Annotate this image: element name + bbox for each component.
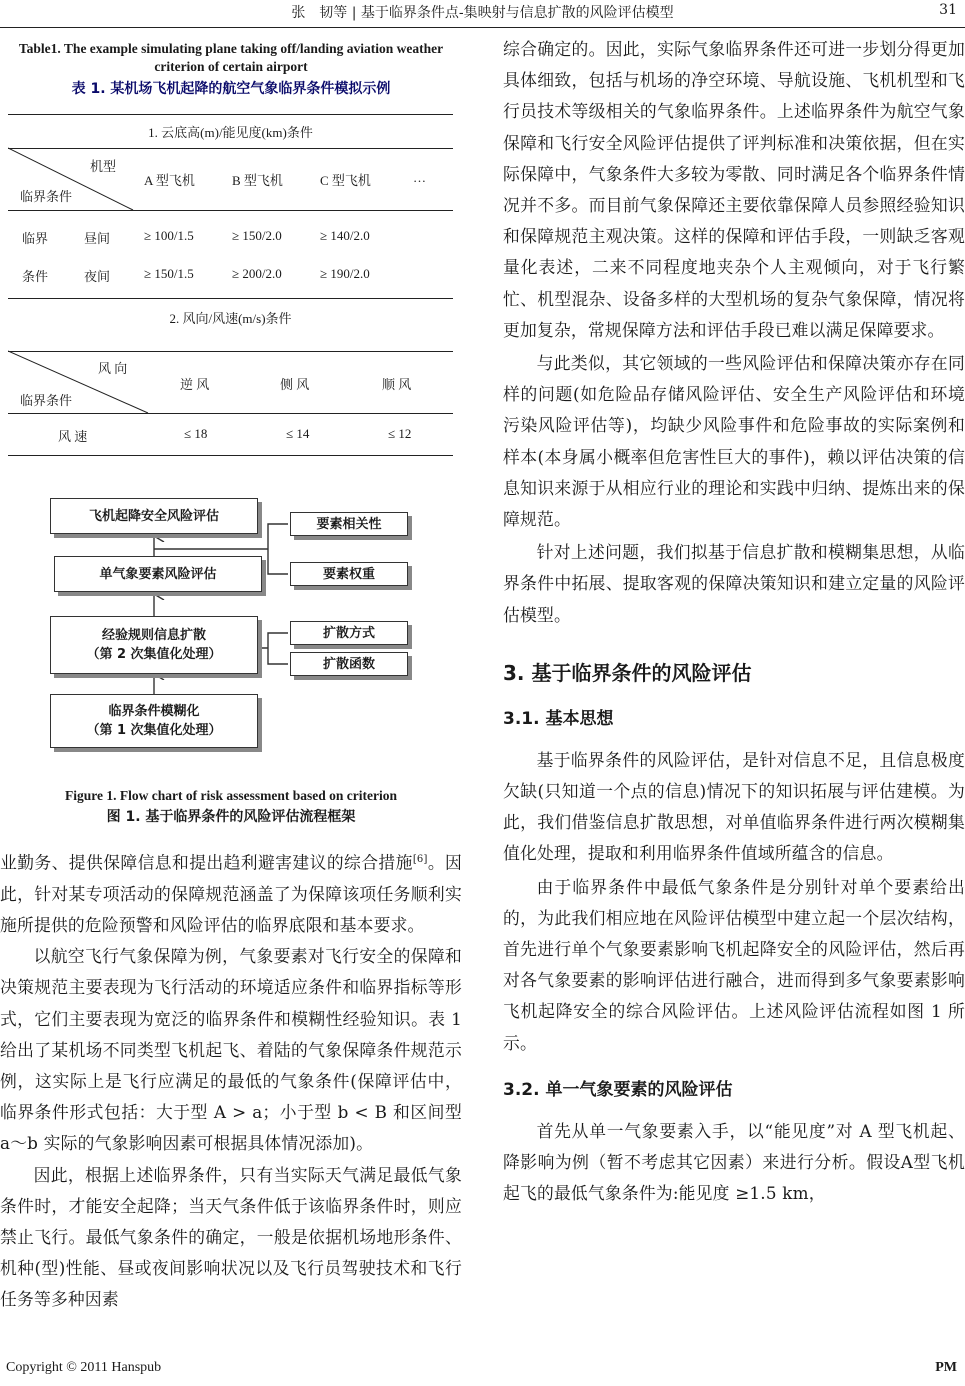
flow-box-label: 临界条件模糊化 [108, 704, 200, 719]
table-rule [8, 210, 453, 211]
table-section-1-title: 1. 云底高(m)/能见度(km)条件 [148, 125, 313, 140]
paragraph: 以航空飞行气象保障为例，气象要素对飞行安全的保障和决策规范主要表现为飞行活动的环境适应条件和临界指标等形式，它们主要表现为宽泛的临界条件和模糊性经验知识。表 1 给出了某机场不同类型飞机起飞、着陆的气象保障条件规范示例，这实际上是飞行应满足的最低的气象条件(保障评估中，临界条件形式包括：大于型 A > a；小于型 b < B 和区间型 a～b 实际的气象影响因素可根据具体情况添加)。 [0, 946, 462, 1154]
paragraph: 针对上述问题，我们拟基于信息扩散和模糊集思想，从临界条件中拓展、提取客观的保障决策知识和建立定量的风险评估模型。 [503, 542, 965, 625]
page-number: 31 [939, 2, 957, 18]
table-rule [8, 298, 453, 299]
table-diag-top: 机型 [90, 159, 117, 174]
table-diag-bottom: 临界条件 [20, 189, 73, 204]
flow-box-sublabel: （第 2 次集值化处理） [86, 647, 222, 662]
figure-caption-zh: 图 1. 基于临界条件的风险评估流程框架 [106, 809, 356, 825]
paragraph: 因此，根据上述临界条件，只有当实际天气满足最低气象条件时，才能安全起降；当天气条件低于该临界条件时，则应禁止飞行。最低气象条件的确定，一般是依据机场地形条件、机种(型)性能、昼或夜间影响状况以及飞行员驾驶技术和飞行任务等多种因素 [0, 1164, 462, 1310]
table-rule [8, 413, 453, 414]
header-rule [0, 27, 965, 28]
table-caption-en: Table1. The example simulating plane taking off/landing aviation weather criterion of certain airport [18, 41, 444, 74]
flow-box-single-element [54, 556, 262, 592]
copyright: Copyright © 2011 Hanspub [6, 1360, 162, 1375]
flow-side-label: 扩散函数 [322, 656, 375, 672]
flow-side-diffusion-mode [290, 621, 408, 645]
flow-side-label: 扩散方式 [322, 625, 375, 641]
table-cell: ≤ 12 [388, 426, 412, 441]
running-head-title: 张 韧等 | 基于临界条件点-集映射与信息扩散的风险评估模型 [291, 5, 674, 21]
table-rule [8, 455, 453, 456]
table-wind-row-label: 风 速 [58, 429, 88, 444]
flow-box-label: 单气象要素风险评估 [99, 566, 217, 582]
table-row-label-day: 昼间 [84, 231, 111, 246]
page-footer [0, 1360, 965, 1382]
left-body-text [0, 844, 462, 1316]
table-row-group-label: 临界 [22, 231, 49, 246]
table-col-a: A 型飞机 [144, 173, 195, 188]
flow-box-overall-risk [50, 498, 258, 534]
table-col-more: … [413, 170, 426, 185]
table-cell: ≥ 140/2.0 [320, 228, 370, 243]
flow-box-fuzzification [50, 694, 258, 748]
table-wind-col: 顺 风 [382, 377, 412, 392]
paragraph-text: 业勤务、提供保障信息和提出趋利避害建议的综合措施 [0, 852, 413, 873]
table-row-label-night: 夜间 [84, 269, 111, 284]
flow-box-rule-diffusion [50, 616, 258, 674]
flow-side-diffusion-function [290, 652, 408, 676]
citation-ref: [6] [412, 854, 428, 865]
table-diag2-bottom: 临界条件 [20, 393, 73, 408]
paragraph: 由于临界条件中最低气象条件是分别针对单个要素给出的，为此我们相应地在风险评估模型中建立起一个层次结构，首先进行单个气象要素影响飞机起降安全的风险评估，然后再对各气象要素的影响评估进行融合，进而得到多气象要素影响飞机起降安全的综合风险评估。上述风险评估流程如图 1 所示。 [503, 876, 965, 1053]
table-diagonal-lines [8, 108, 453, 456]
table-col-b: B 型飞机 [232, 173, 283, 188]
flow-box-label: 飞机起降安全风险评估 [88, 508, 219, 524]
table-diag2-top: 风 向 [98, 361, 128, 376]
flow-box-label: 经验规则信息扩散 [101, 628, 206, 643]
table-section-2-title: 2. 风向/风速(m/s)条件 [169, 311, 292, 326]
table-cell: ≥ 150/2.0 [232, 228, 282, 243]
flow-box-sublabel: （第 1 次集值化处理） [86, 723, 222, 738]
table-cell: ≥ 100/1.5 [144, 228, 194, 243]
table-cell: ≥ 150/1.5 [144, 266, 194, 281]
table-cell: ≤ 14 [286, 426, 310, 441]
table-caption-zh: 表 1. 某机场飞机起降的航空气象临界条件模拟示例 [71, 81, 391, 97]
paragraph-text: 。因此，针对某专项活动的保障规范涵盖了为保障该项任务顺利实施所提供的危险预警和风险评估的临界底限和基本要求。 [0, 852, 462, 935]
section-heading-3-1: 3.1. 基本思想 [503, 708, 614, 729]
journal-abbrev: PM [935, 1360, 957, 1375]
table-wind-col: 逆 风 [180, 377, 210, 392]
paragraph: 与此类似，其它领域的一些风险评估和保障决策亦存在同样的问题(如危险品存储风险评估、安全生产风险评估和环境污染风险评估等)，均缺少风险事件和危险事故的实际案例和样本(本身属小概率但危害性巨大的事件)，赖以评估决策的信息知识来源于从相应行业的理论和实践中归纳、提炼出来的保障规范。 [503, 353, 965, 530]
table-row-group-label: 条件 [22, 269, 49, 284]
flow-side-label: 要素相关性 [316, 516, 382, 532]
table-cell: ≤ 18 [184, 426, 208, 441]
paragraph: 基于临界条件的风险评估，是针对信息不足，且信息极度欠缺(只知道一个点的信息)情况下的知识拓展与评估建模。为此，我们借鉴信息扩散思想，对单值临界条件进行两次模糊集值化处理，提取和利用临界条件值域所蕴含的信息。 [503, 749, 965, 864]
figure-1-flowchart [0, 496, 462, 748]
section-heading-3-2: 3.2. 单一气象要素的风险评估 [503, 1079, 733, 1100]
flow-side-weight [290, 562, 408, 586]
right-column [503, 34, 965, 1210]
paragraph [0, 844, 462, 941]
flow-side-correlation [290, 512, 408, 536]
table-col-c: C 型飞机 [320, 173, 371, 188]
paragraph: 首先从单一气象要素入手，以“能见度”对 A 型飞机起、降影响为例（暂不考虑其它因素）来进行分析。假设A型飞机起飞的最低气象条件为:能见度 ≥1.5 km， [503, 1120, 965, 1204]
section-heading-3: 3. 基于临界条件的风险评估 [503, 660, 752, 685]
paragraph: 综合确定的。因此，实际气象临界条件还可进一步划分得更加具体细致，包括与机场的净空环境、导航设施、飞机机型和飞行员技术等级相关的气象临界条件。上述临界条件为航空气象保障和飞行安全风险评估提供了评判标准和决策依据，但在实际保障中，气象条件大多较为零散、同时满足各个临界条件情况并不多。而目前气象保障还主要依靠保障人员参照经验知识和保障规范主观决策。这样的保障和评估手段，一则缺乏客观量化表述，二来不同程度地夹杂个人主观倾向，对于飞行繁忙、机型混杂、设备多样的大型机场的复杂气象保障，情况将更加复杂，常规保障方法和评估手段已难以满足保障要求。 [503, 39, 965, 340]
running-head [0, 2, 965, 24]
figure-caption-en: Figure 1. Flow chart of risk assessment based on criterion [65, 788, 397, 803]
table-1 [8, 108, 453, 456]
table-rule [8, 351, 453, 352]
table-wind-col: 侧 风 [280, 377, 310, 392]
table-cell: ≥ 200/2.0 [232, 266, 282, 281]
table-cell: ≥ 190/2.0 [320, 266, 370, 281]
left-column [0, 40, 462, 1316]
flow-side-label: 要素权重 [322, 566, 375, 582]
